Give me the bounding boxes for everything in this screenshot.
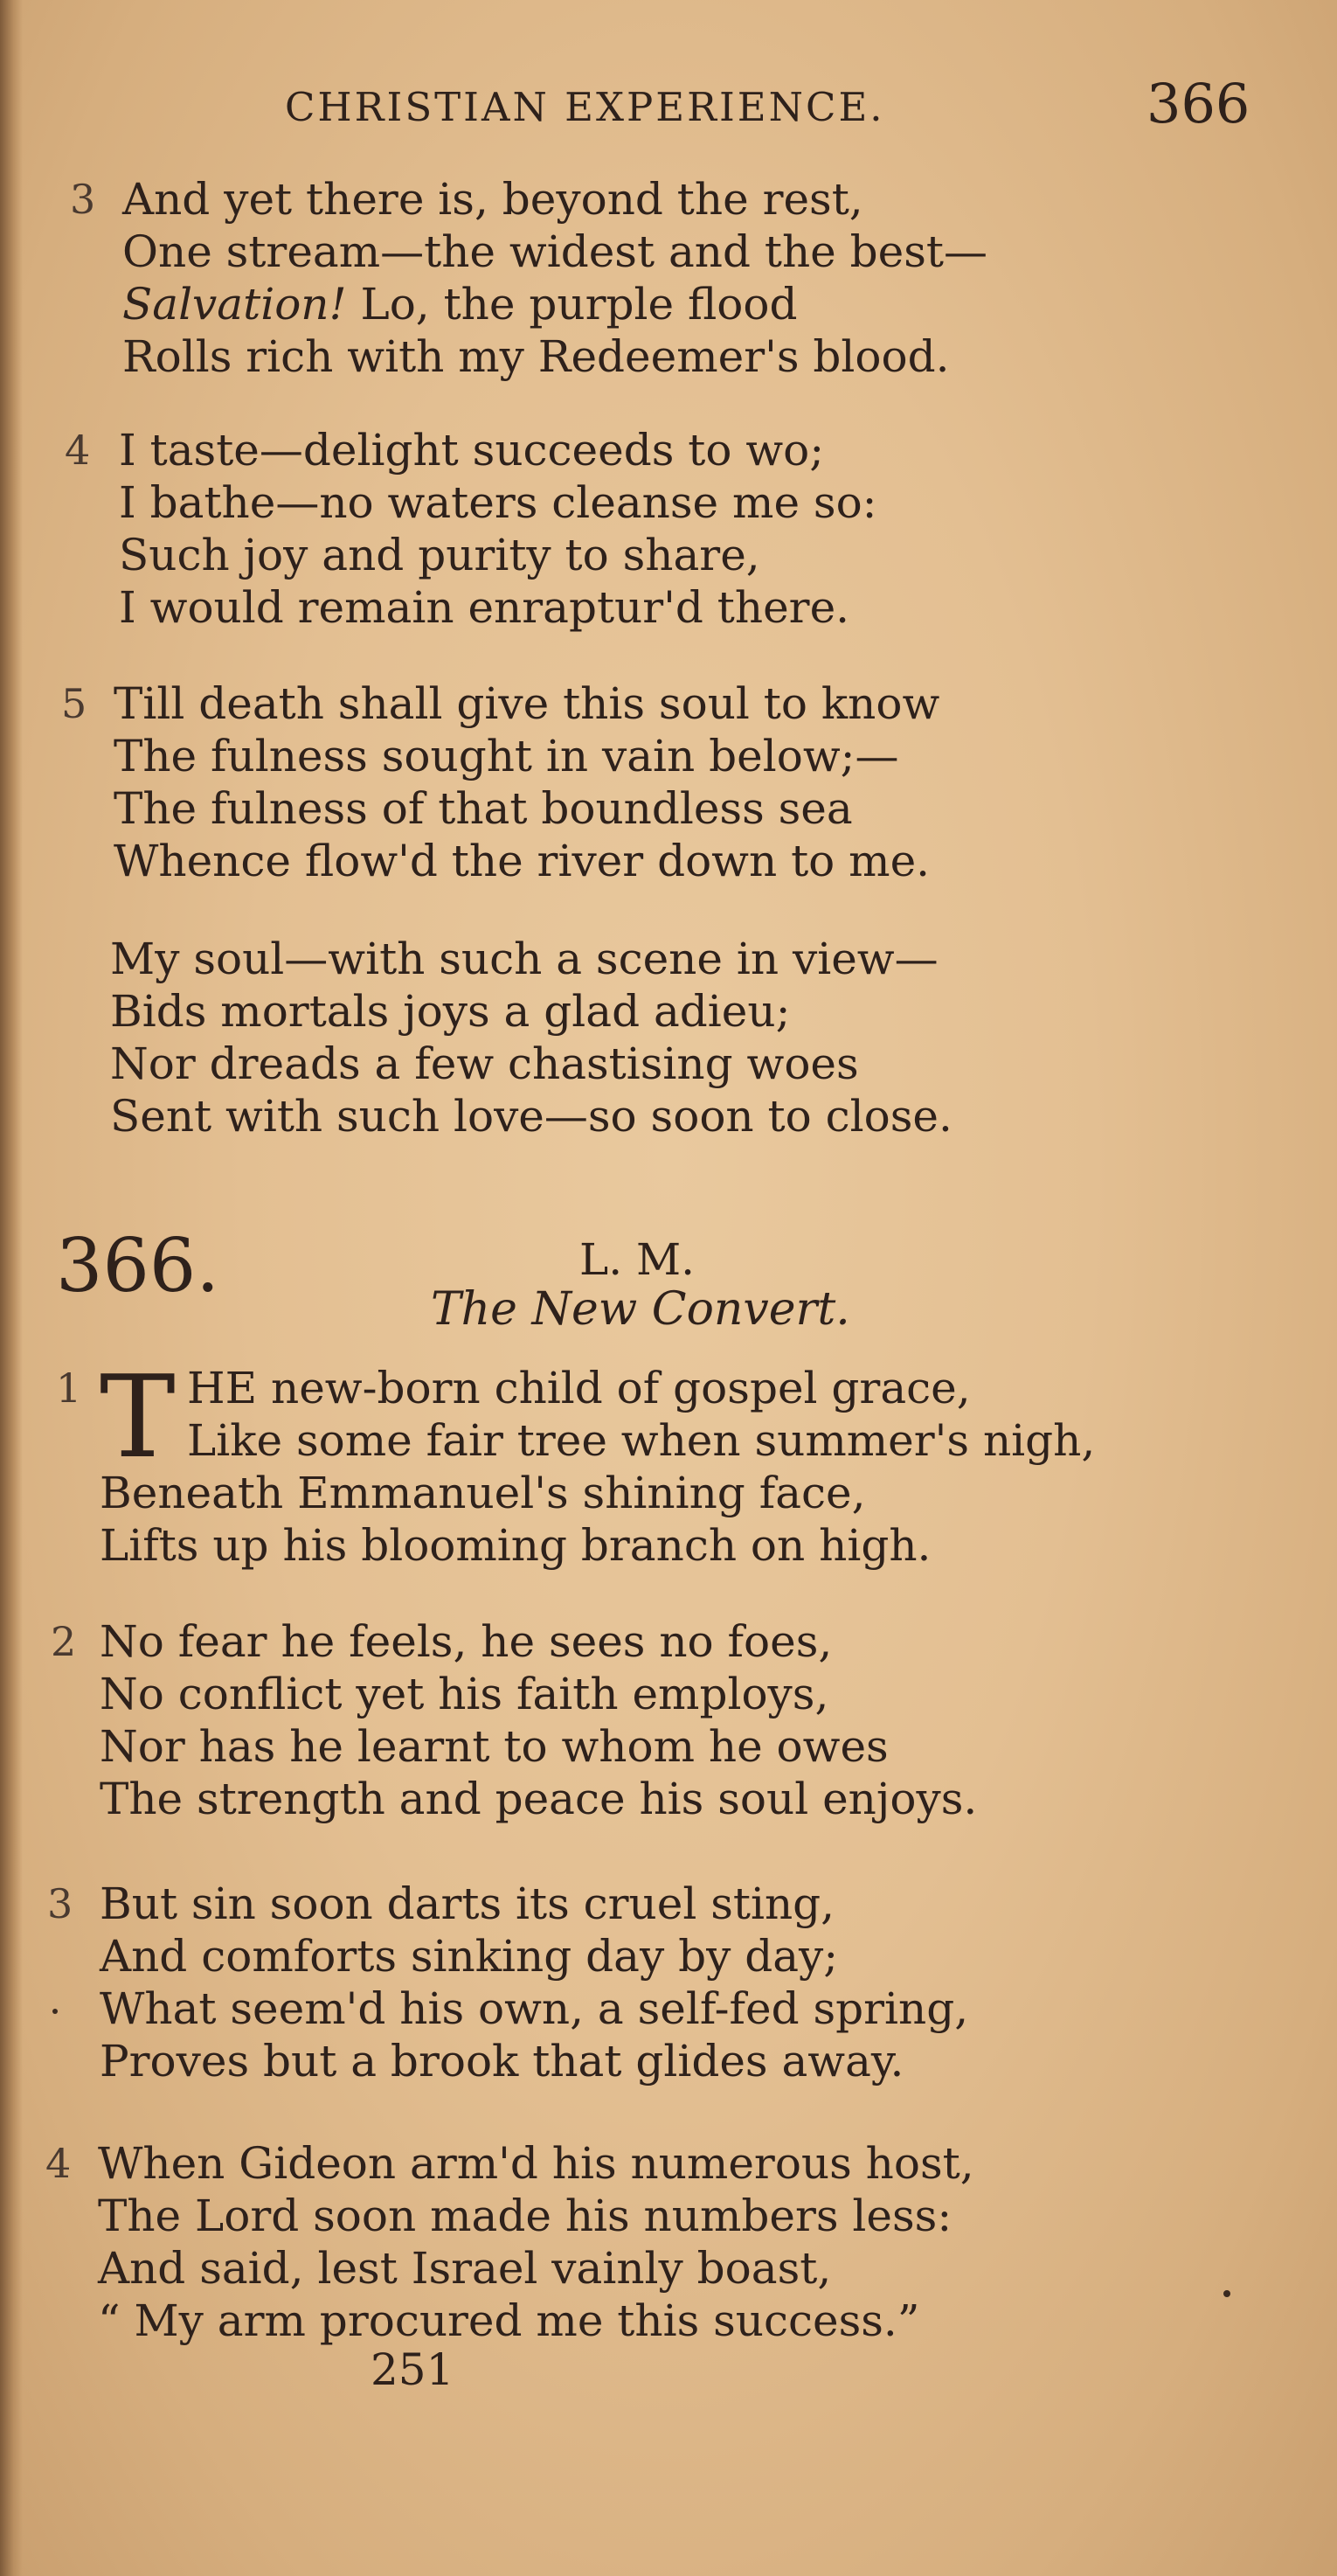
running-head: CHRISTIAN EXPERIENCE.: [285, 84, 885, 130]
verse-line: I taste—delight succeeds to wo;: [119, 425, 825, 476]
verse-line: And said, lest Israel vainly boast,: [98, 2243, 832, 2294]
verse-line: Proves but a brook that glides away.: [100, 2036, 904, 2086]
verse-line: No fear he feels, he sees no foes,: [100, 1616, 833, 1667]
paper-speck: [52, 2009, 58, 2014]
verse-line: Sent with such love—so soon to close.: [110, 1091, 953, 1142]
page-number: 366: [1146, 72, 1250, 135]
verse-number: 4: [65, 427, 91, 474]
verse-number: 2: [51, 1618, 77, 1665]
book-binding-shadow: [0, 0, 23, 2576]
verse-line: I would remain enraptur'd there.: [119, 582, 850, 633]
verse-line: The Lord soon made his numbers less:: [98, 2191, 953, 2241]
verse-line: Lifts up his blooming branch on high.: [100, 1520, 932, 1571]
verse-line: But sin soon darts its cruel sting,: [100, 1878, 835, 1929]
verse-line: Bids mortals joys a glad adieu;: [110, 986, 791, 1037]
verse-line: The fulness sought in vain below;—: [114, 731, 899, 781]
verse-number: 5: [61, 680, 87, 727]
verse-line-remainder: Lo, the purple flood: [346, 279, 798, 330]
verse-line: One stream—the widest and the best—: [122, 226, 987, 277]
verse-line: The strength and peace his soul enjoys.: [100, 1774, 978, 1824]
verse-line: Nor has he learnt to whom he owes: [100, 1721, 889, 1772]
folio-number: 251: [371, 2344, 454, 2395]
verse-line: What seem'd his own, a self-fed spring,: [100, 1983, 969, 2034]
verse-number: 1: [56, 1364, 82, 1412]
verse-line: Such joy and purity to share,: [119, 530, 760, 580]
verse-line: No conflict yet his faith employs,: [100, 1669, 829, 1719]
hymn-meter: L. M.: [579, 1234, 696, 1285]
verse-line: Like some fair tree when summer's nigh,: [187, 1415, 1096, 1466]
emphasized-word: Salvation!: [122, 279, 347, 330]
hymn-title: The New Convert.: [431, 1283, 850, 1336]
verse-line: The fulness of that boundless sea: [114, 783, 853, 834]
verse-number: 3: [70, 176, 96, 223]
verse-line: I bathe—no waters cleanse me so:: [119, 477, 877, 528]
verse-line-text: [122, 279, 798, 330]
verse-line: When Gideon arm'd his numerous host,: [98, 2138, 974, 2189]
verse-line: Till death shall give this soul to know: [114, 678, 940, 729]
verse-line: “ My arm procured me this success.”: [98, 2295, 920, 2346]
verse-number: 4: [45, 2140, 72, 2187]
verse-line: Rolls rich with my Redeemer's blood.: [122, 331, 950, 382]
paper-speck: [1223, 2290, 1230, 2297]
verse-line: Beneath Emmanuel's shining face,: [100, 1468, 866, 1518]
verse-number: 3: [47, 1880, 73, 1927]
hymn-number: 366.: [56, 1223, 220, 1309]
verse-line: Nor dreads a few chastising woes: [110, 1038, 859, 1089]
verse-line: HE new-born child of gospel grace,: [187, 1363, 971, 1413]
verse-line: Whence flow'd the river down to me.: [114, 836, 931, 886]
drop-cap: T: [100, 1350, 176, 1483]
verse-line: My soul—with such a scene in view—: [110, 934, 939, 984]
verse-line: [122, 278, 798, 330]
verse-line: And yet there is, beyond the rest,: [122, 174, 863, 225]
verse-line: And comforts sinking day by day;: [100, 1931, 839, 1982]
